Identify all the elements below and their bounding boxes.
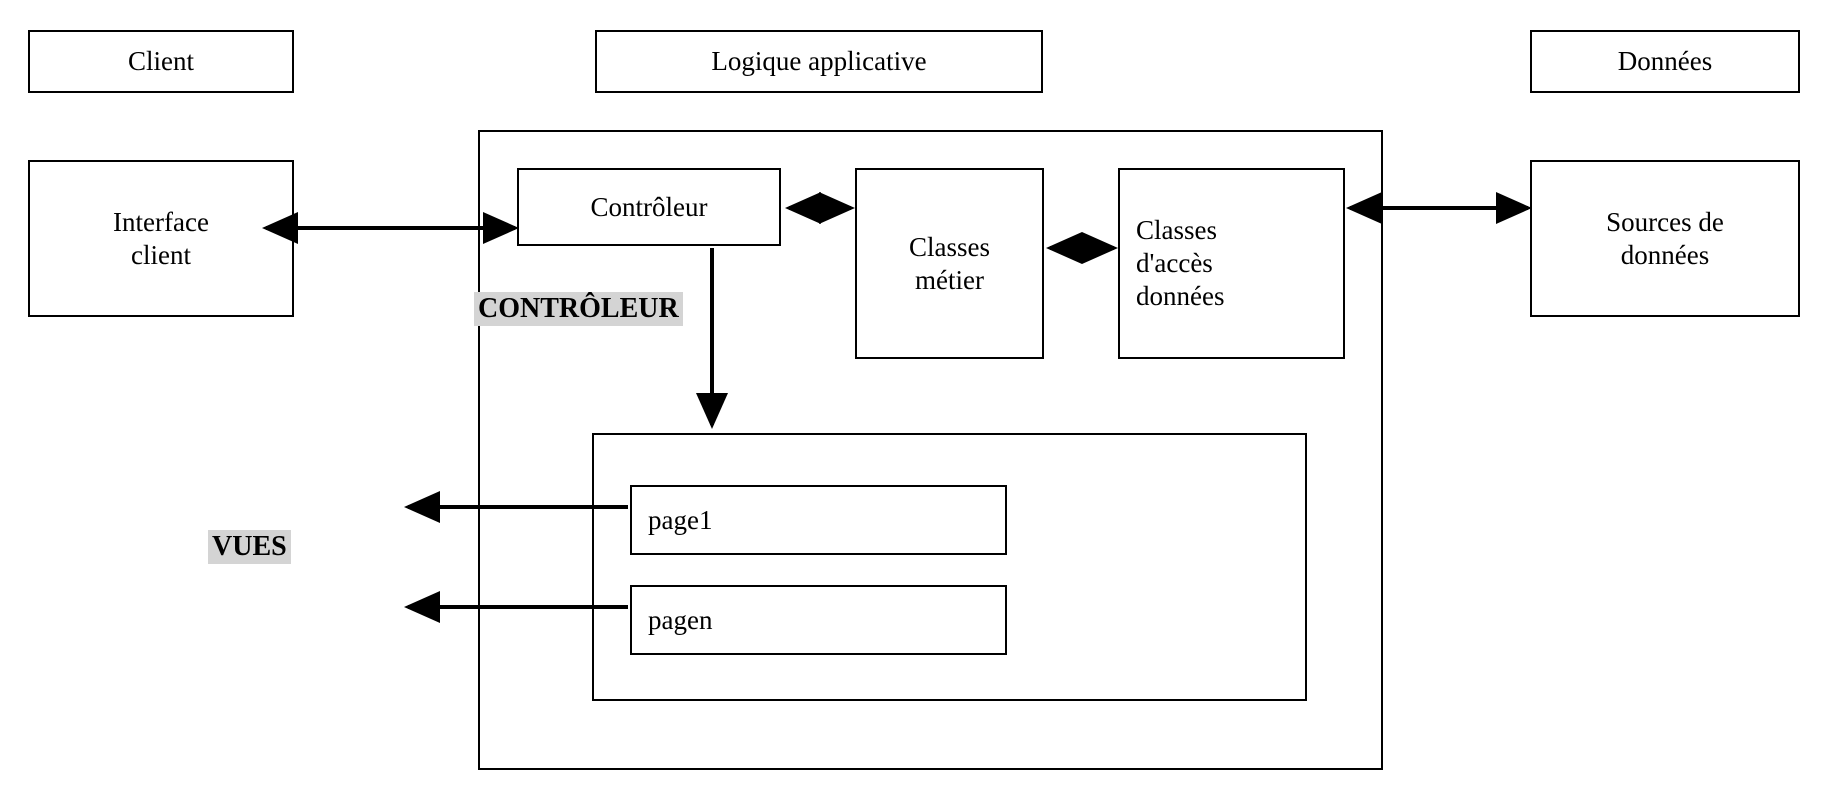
node-data-access-classes bbox=[1118, 168, 1345, 359]
tag-views bbox=[208, 530, 291, 564]
views-container bbox=[592, 433, 1307, 701]
node-business-classes bbox=[855, 168, 1044, 359]
column-header-data-label: Données bbox=[1617, 46, 1713, 77]
node-business-classes-line2: métier bbox=[915, 264, 984, 295]
node-data-sources bbox=[1530, 160, 1800, 317]
tag-controller bbox=[474, 292, 683, 326]
node-page-last-label: pagen bbox=[648, 604, 713, 635]
tag-views-label: VUES bbox=[212, 531, 287, 562]
node-data-sources-line1: Sources de bbox=[1606, 206, 1724, 237]
node-client-interface-line2: client bbox=[131, 239, 191, 270]
node-data-sources-line2: données bbox=[1620, 239, 1710, 270]
column-header-client bbox=[28, 30, 294, 93]
node-page-last bbox=[630, 585, 1007, 655]
column-header-data bbox=[1530, 30, 1800, 93]
node-business-classes-line1: Classes bbox=[909, 231, 990, 262]
tag-controller-label: CONTRÔLEUR bbox=[478, 293, 679, 324]
node-client-interface-line1: Interface bbox=[113, 206, 209, 237]
node-client-interface bbox=[28, 160, 294, 317]
node-data-access-classes-line2: d'accès bbox=[1136, 248, 1213, 279]
node-data-access-classes-line1: Classes bbox=[1136, 215, 1217, 246]
node-controller-label: Contrôleur bbox=[590, 191, 708, 222]
node-page-first-label: page1 bbox=[648, 504, 713, 535]
column-header-logic bbox=[595, 30, 1043, 93]
node-controller bbox=[517, 168, 781, 246]
node-page-first bbox=[630, 485, 1007, 555]
node-data-access-classes-line3: données bbox=[1136, 280, 1225, 311]
column-header-logic-label: Logique applicative bbox=[711, 46, 927, 77]
column-header-client-label: Client bbox=[128, 46, 194, 77]
